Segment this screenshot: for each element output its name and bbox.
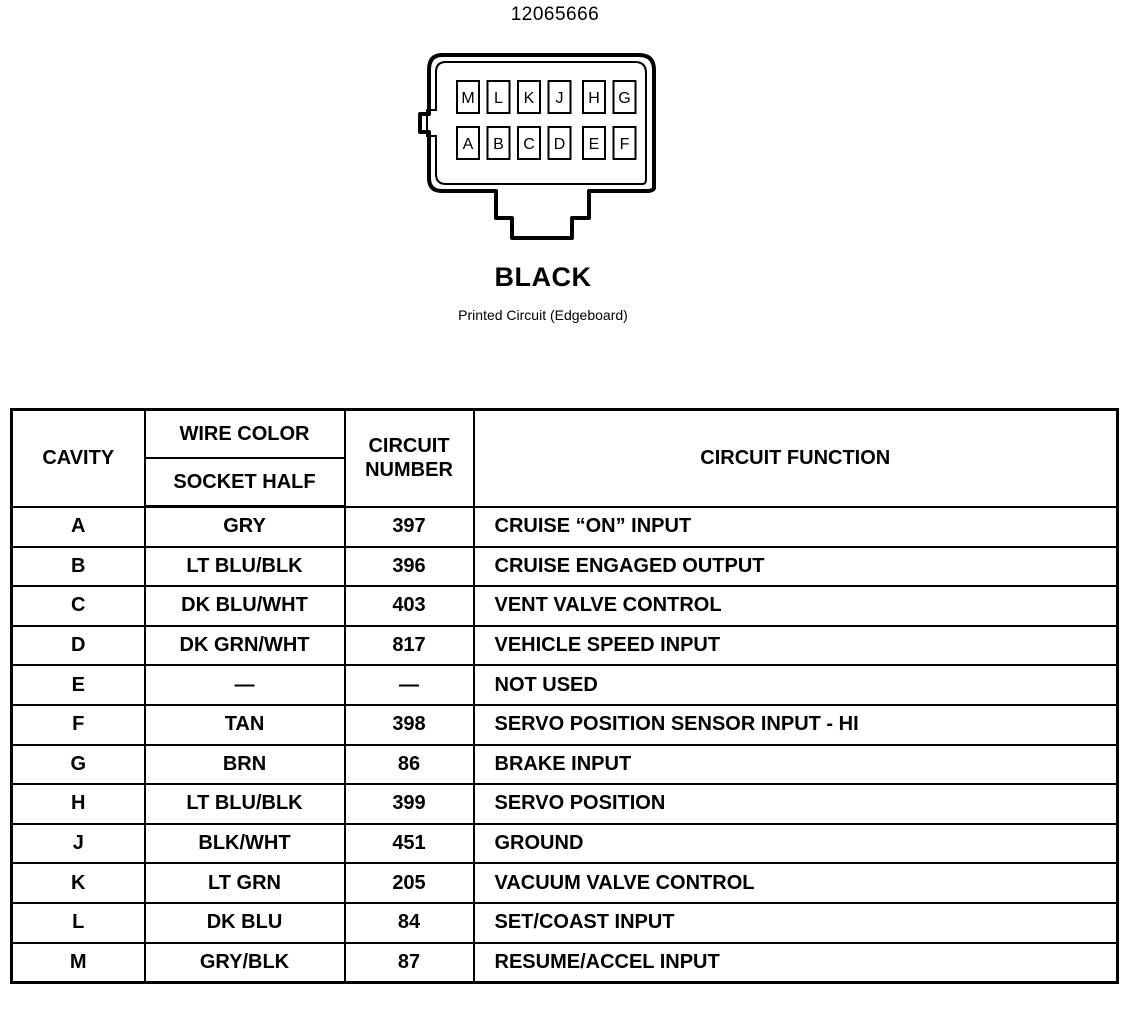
cell-circuit-function: NOT USED <box>474 665 1118 705</box>
cell-circuit-number: 451 <box>345 824 474 864</box>
pinout-table <box>10 408 1119 984</box>
cell-cavity: L <box>12 903 145 943</box>
table-row <box>12 863 1118 903</box>
cell-wire-color: BRN <box>145 745 345 785</box>
table-row <box>12 547 1118 587</box>
cell-cavity: D <box>12 626 145 666</box>
pin-label-a: A <box>462 136 474 153</box>
cell-cavity: E <box>12 665 145 705</box>
cell-wire-color: LT BLU/BLK <box>145 784 345 824</box>
table-row <box>12 507 1118 547</box>
cell-wire-color: GRY/BLK <box>145 943 345 983</box>
cell-wire-color: DK BLU/WHT <box>145 586 345 626</box>
part-number: 12065666 <box>510 4 600 25</box>
cell-circuit-function: BRAKE INPUT <box>474 745 1118 785</box>
pin-label-b: B <box>493 136 504 153</box>
pin-label-l: L <box>494 90 503 107</box>
header-circuit-number: CIRCUIT NUMBER <box>345 410 474 507</box>
table-row <box>12 824 1118 864</box>
table-row <box>12 903 1118 943</box>
cell-circuit-function: SERVO POSITION SENSOR INPUT - HI <box>474 705 1118 745</box>
cell-circuit-function: CRUISE “ON” INPUT <box>474 507 1118 547</box>
cell-cavity: G <box>12 745 145 785</box>
cell-cavity: B <box>12 547 145 587</box>
table-row <box>12 626 1118 666</box>
pin-label-c: C <box>523 136 535 153</box>
cell-circuit-number: 399 <box>345 784 474 824</box>
cell-circuit-number: 817 <box>345 626 474 666</box>
cell-circuit-function: VACUUM VALVE CONTROL <box>474 863 1118 903</box>
pin-label-h: H <box>588 90 600 107</box>
connector-outline <box>414 50 664 245</box>
pin-label-j: J <box>555 90 564 107</box>
pin-label-f: F <box>619 136 630 153</box>
cell-wire-color: DK GRN/WHT <box>145 626 345 666</box>
cell-wire-color: GRY <box>145 507 345 547</box>
connector-color: BLACK <box>494 262 592 292</box>
cell-circuit-number: 87 <box>345 943 474 983</box>
table-row <box>12 745 1118 785</box>
cell-circuit-function: RESUME/ACCEL INPUT <box>474 943 1118 983</box>
pin-label-k: K <box>523 90 535 107</box>
cell-cavity: M <box>12 943 145 983</box>
cell-circuit-function: SERVO POSITION <box>474 784 1118 824</box>
cell-circuit-number: 396 <box>345 547 474 587</box>
cell-wire-color: — <box>145 665 345 705</box>
cell-cavity: H <box>12 784 145 824</box>
cell-cavity: K <box>12 863 145 903</box>
cell-cavity: F <box>12 705 145 745</box>
connector-diagram <box>414 50 664 245</box>
cell-circuit-number: 205 <box>345 863 474 903</box>
cell-circuit-number: 84 <box>345 903 474 943</box>
header-socket-half: SOCKET HALF <box>145 458 345 507</box>
table-row <box>12 784 1118 824</box>
cell-cavity: J <box>12 824 145 864</box>
table-row <box>12 943 1118 983</box>
cell-cavity: A <box>12 507 145 547</box>
pin-label-m: M <box>461 90 475 107</box>
cell-circuit-number: 398 <box>345 705 474 745</box>
cell-circuit-number: 397 <box>345 507 474 547</box>
cell-wire-color: LT BLU/BLK <box>145 547 345 587</box>
cell-circuit-function: SET/COAST INPUT <box>474 903 1118 943</box>
cell-circuit-function: GROUND <box>474 824 1118 864</box>
header-wire-color: WIRE COLOR <box>145 410 345 459</box>
header-row <box>12 410 1118 459</box>
cell-wire-color: BLK/WHT <box>145 824 345 864</box>
cell-wire-color: LT GRN <box>145 863 345 903</box>
pin-label-g: G <box>618 90 631 107</box>
header-circuit-function: CIRCUIT FUNCTION <box>474 410 1118 507</box>
cell-circuit-number: 403 <box>345 586 474 626</box>
connector-type: Printed Circuit (Edgeboard) <box>458 307 628 323</box>
cell-wire-color: DK BLU <box>145 903 345 943</box>
pin-label-d: D <box>553 136 566 153</box>
cell-cavity: C <box>12 586 145 626</box>
cell-circuit-function: CRUISE ENGAGED OUTPUT <box>474 547 1118 587</box>
cell-circuit-number: 86 <box>345 745 474 785</box>
table-row <box>12 705 1118 745</box>
table-row <box>12 665 1118 705</box>
header-cavity: CAVITY <box>12 410 145 507</box>
cell-circuit-function: VENT VALVE CONTROL <box>474 586 1118 626</box>
table-row <box>12 586 1118 626</box>
cell-circuit-number: — <box>345 665 474 705</box>
pin-label-e: E <box>588 136 600 153</box>
cell-circuit-function: VEHICLE SPEED INPUT <box>474 626 1118 666</box>
cell-wire-color: TAN <box>145 705 345 745</box>
